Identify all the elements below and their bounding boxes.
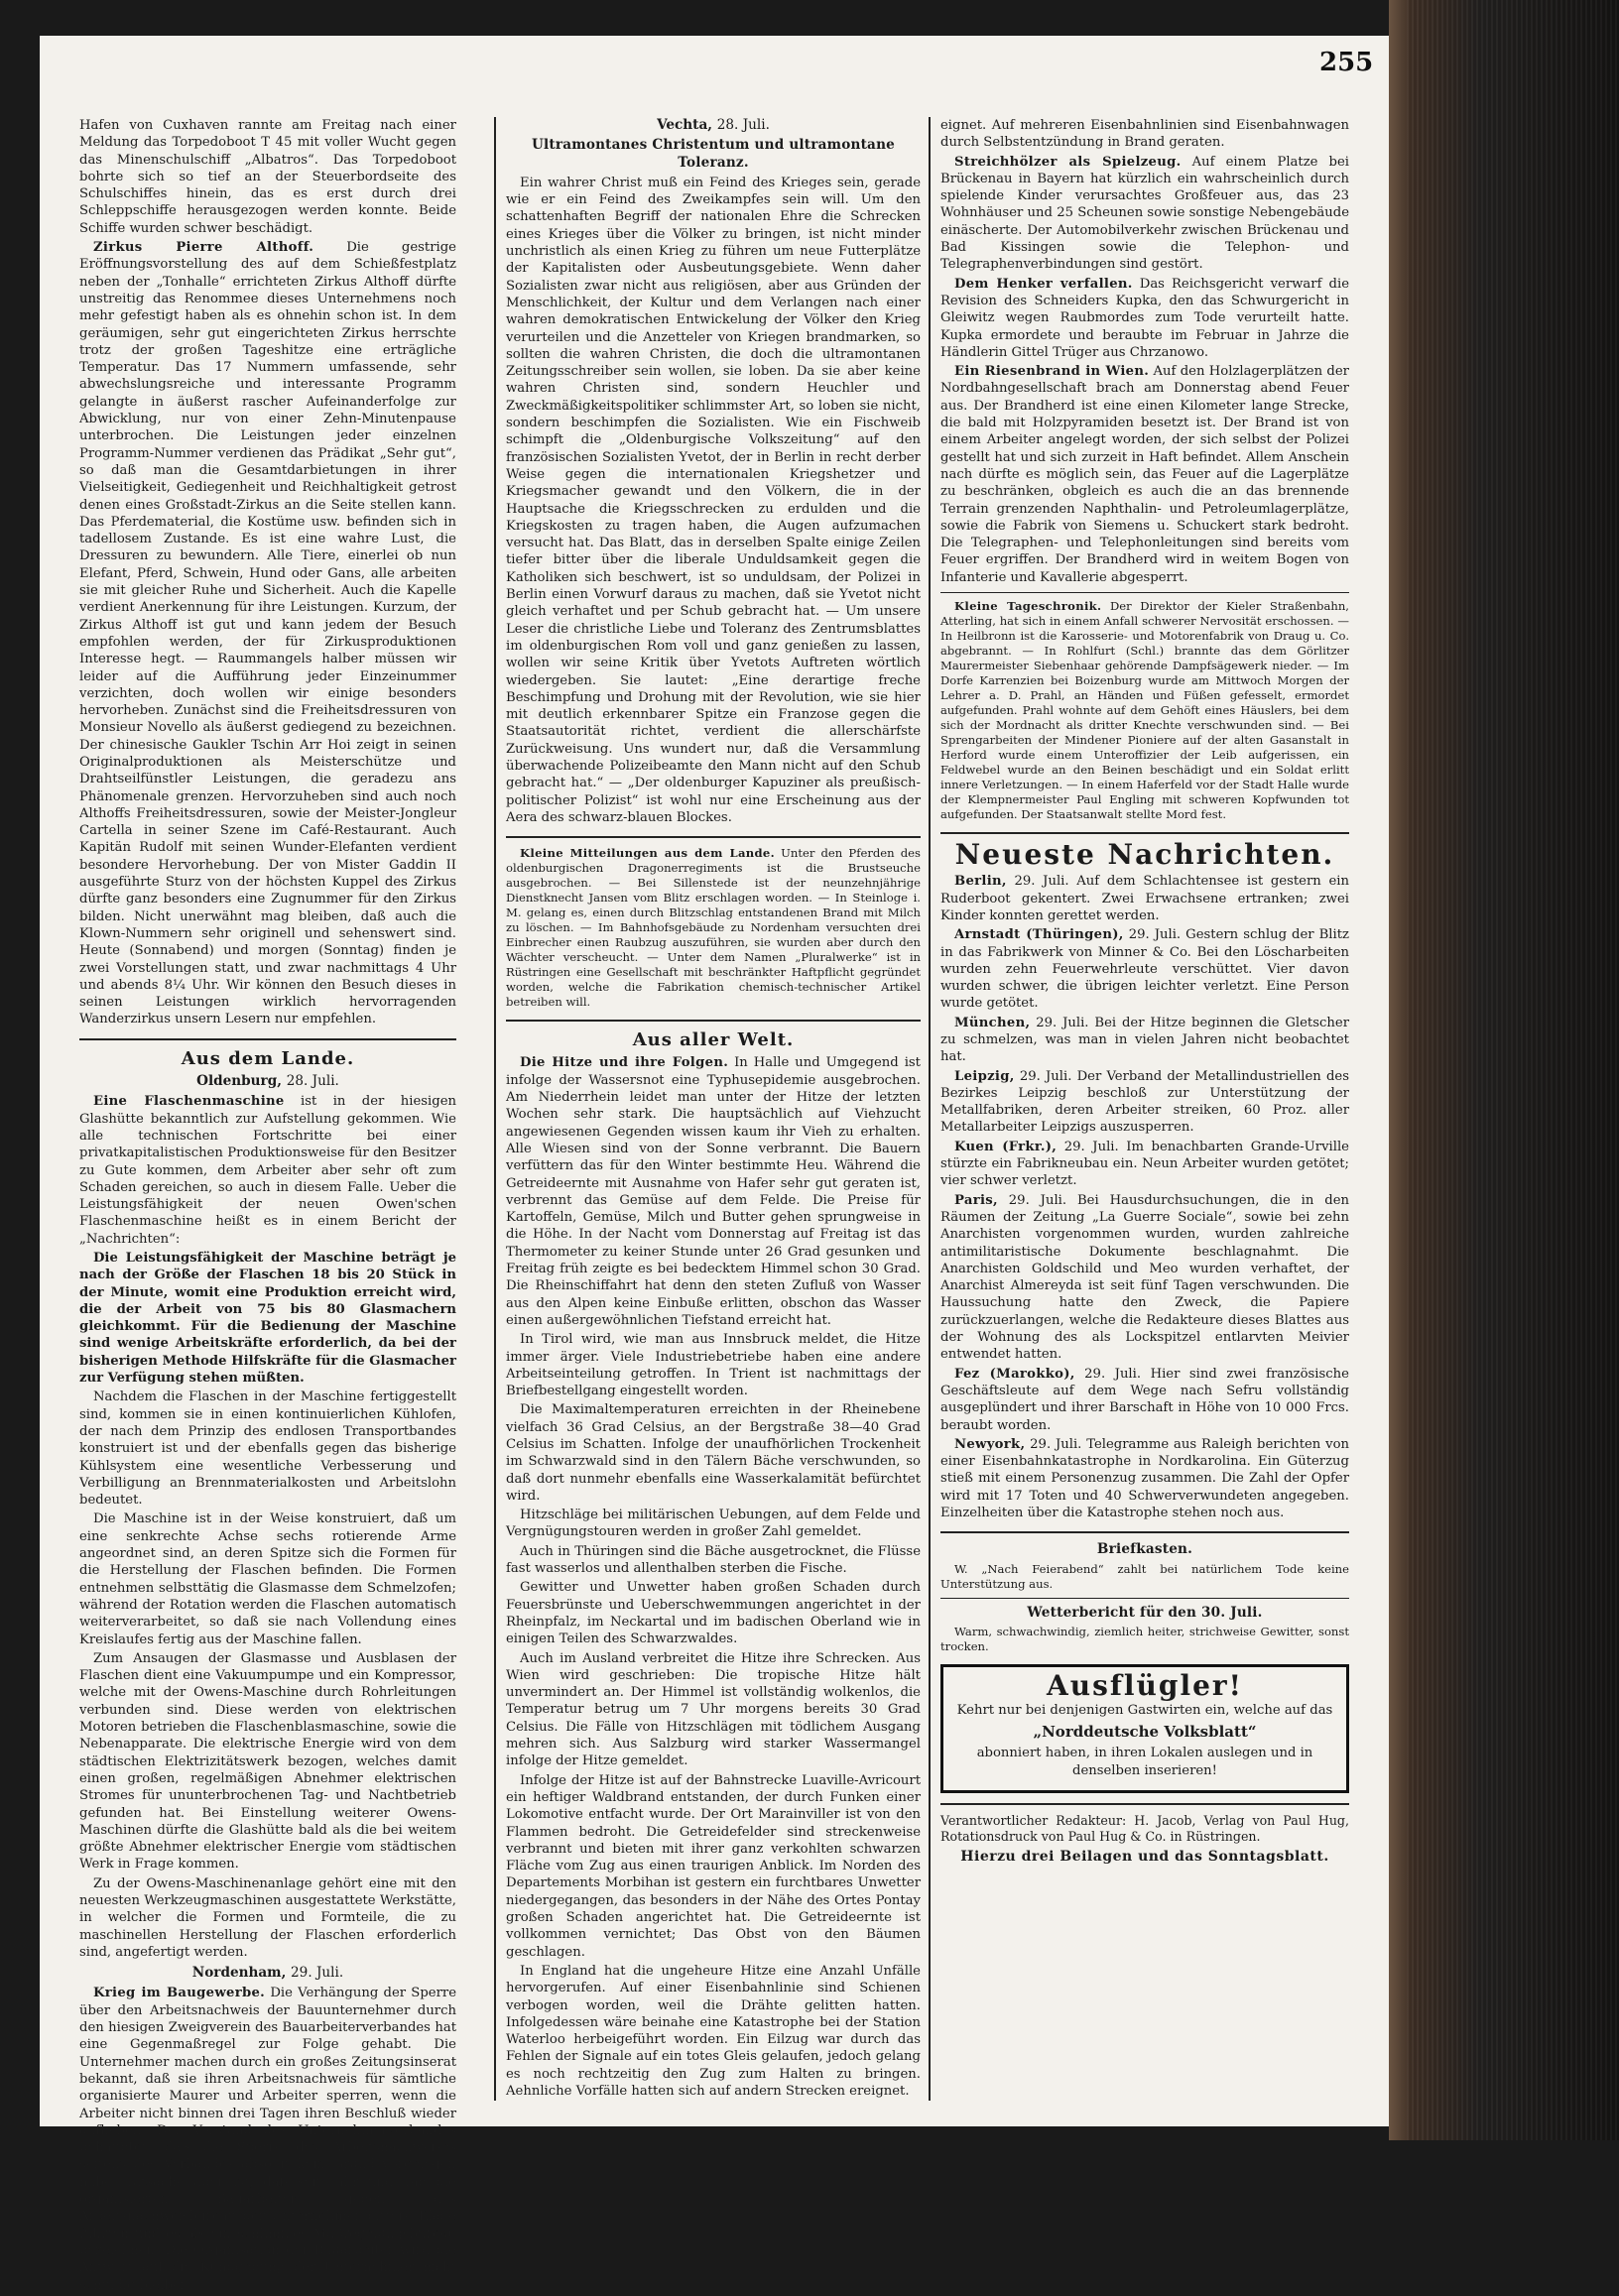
brand-body: Auf den Holzlagerplätzen der Nordbahngesellschaft brach am Donnerstag abend Feuer aus. Der Brandherd ist eine einen Kilometer lange Strecke, die bald mit Holzpyramiden besetzt ist. Der Brand ist von einem Arbeiter angelegt worden, der sich selbst der Polizei gestellt hat und sich zurzeit in Haft befindet. Allem Anschein nach dürfte es möglich sein, das Feuer auf die Lagerplätze zu beschränken, obgleich es auch die an das brennende Terrain grenzenden Naphthalin- und Petroleumlagerplätze, sowie die Fabrik von Siemens u. Schuckert stark bedroht. Die Telegraphen- und Telephonleitungen sind bereits vom Feuer ergriffen. Der Brandherd wird in weitem Bogen von Infanterie und Kavallerie abgesperrt. — [940, 364, 1349, 585]
article-zirkus — [79, 239, 456, 1028]
article-continued: eignet. Auf mehreren Eisenbahnlinien sind Eisenbahnwagen durch Selbstentzündung in Brand geraten. — [940, 118, 1349, 151]
flaschen-body: ist in der hiesigen Glashütte bekanntlich zur Aufstellung gekommen. Wie alle technischen Fortschritte bei einer privatkapitalistischen Produktionsweise für den Besitzer zu Gute kommen, dem Arbeiter aber sehr oft zum Schaden gereichen, so auch in diesem Falle. Ueber die Leistungsfähigkeit der neuen Owen'schen Flaschenmaschine heißt es in einem Bericht der „Nachrichten“: — [79, 1094, 456, 1247]
news-item — [940, 1139, 1349, 1190]
brand-heading: Ein Riesenbrand in Wien. — [954, 364, 1150, 380]
news-place: Arnstadt (Thüringen), — [954, 927, 1124, 943]
section-heading-welt: Aus aller Welt. — [632, 1029, 795, 1051]
rule — [940, 832, 1349, 834]
wetter-body: Warm, schwachwindig, ziemlich heiter, strichweise Gewitter, sonst trocken. — [940, 1624, 1349, 1653]
news-text: Auf dem Schlachtensee ist gestern ein Ruderboot gekentert. Zwei Erwachsene ertranken; zwei Kinder konnten gerettet werden. — [940, 874, 1349, 923]
article-streichhoelzer — [940, 154, 1349, 274]
ad-line-2: abonniert haben, in ihren Lokalen auslegen und in denselben inserieren! — [976, 1746, 1313, 1779]
news-date: 29. Juli. — [1128, 927, 1182, 943]
column-rule-right — [929, 117, 931, 2101]
dateline-date: 28. Juli. — [716, 117, 770, 133]
hitze-paragraph: In Tirol wird, wie man aus Innsbruck meldet, die Hitze immer ärger. Viele Industriebetriebe haben eine andere Arbeitseinteilung getroffen. In Trient ist nachmittags der Briefbestellgang eingestellt worden. — [506, 1332, 921, 1399]
news-date: 29. Juli. — [1084, 1366, 1142, 1382]
hitze-paragraph: Infolge der Hitze ist auf der Bahnstrecke Luaville-Avricourt ein heftiger Waldbrand entstanden, der durch Funken einer Lokomotive entfacht wurde. Der Ort Marainviller ist von den Flammen bedroht. Die Getreidefelder sind streckenweise verbrannt und bieten mit ihrer ganz verkohlten schwarzen Fläche vom Zug aus einen traurigen Anblick. Im Norden des Departements Morbihan ist gestern ein furchtbares Unwetter niedergegangen, das besonders in der Nähe des Ortes Pontay großen Schaden angerichtet hat. Die Getreideernte ist vollkommen vernichtet; Das Obst von den Bäumen geschlagen. — [506, 1772, 921, 1960]
news-item — [940, 1015, 1349, 1066]
kleine-body: Unter den Pferden des oldenburgischen Dragonerregiments ist die Brustseuche ausgebrochen. — Bei Sillenstede ist der neunzehnjährige Dienstknecht Jansen vom Blitz erschlagen worden. — In Steinloge i. M. gelang es, einen durch Blitzschlag entstandenen Brand mit Milch zu löschen. — Im Bahnhofsgebäude zu Nordenham versuchten drei Einbrecher einen Raubzug auszuführen, sie wurden aber durch den Wächter verscheucht. — Unter dem Namen „Pluralwerke“ ist in Rüstringen eine Gesellschaft mit beschränkter Haftpflicht gegründet worden, welche die Fabrikation chemisch-technischer Artikel betreiben will. — [506, 846, 921, 1010]
news-item — [940, 1068, 1349, 1137]
news-item — [940, 873, 1349, 924]
streich-heading: Streichhölzer als Spielzeug. — [954, 154, 1182, 170]
rule — [940, 1531, 1349, 1533]
news-date: 29. Juli. — [1030, 1436, 1082, 1452]
news-text: Hier sind zwei französische Geschäftsleute auf dem Wege nach Sefru vollständig ausgeplündert und ihrer Barschaft in Höhe von 10 000 Frcs. beraubt worden. — [940, 1366, 1349, 1433]
flaschen-quote-2: Nachdem die Flaschen in der Maschine fertiggestellt sind, kommen sie in einen kontinuierlichen Kühlofen, der nach dem Prinzip des endlosen Transportbandes konstruiert ist und der ebenfalls gegen das bisherige Kühlsystem eine wesentliche Verbesserung und Verbilligung an Brennmaterialkosten und Arbeitslohn bedeutet. — [79, 1390, 456, 1509]
news-place: Berlin, — [954, 874, 1007, 890]
news-place: Kuen (Frkr.), — [954, 1139, 1058, 1154]
dateline-place: Oldenburg, — [196, 1073, 282, 1090]
news-place: Leipzig, — [954, 1068, 1015, 1084]
imprint: Verantwortlicher Redakteur: H. Jacob, Verlag von Paul Hug, Rotationsdruck von Paul Hug & Co. in Rüstringen. — [940, 1813, 1349, 1845]
column-1 — [79, 117, 456, 2296]
article-riesenbrand — [940, 363, 1349, 586]
zirkus-body: Die gestrige Eröffnungsvorstellung des auf dem Schießfestplatz neben der „Tonhalle“ errichteten Zirkus Althoff dürfte unstreitig das Renommee dieses Unternehmens noch mehr gefestigt haben als es ohnehin schon ist. In dem geräumigen, sehr gut eingerichteten Zirkus herrschte trotz der großen Tageshitze eine erträgliche Temperatur. Das 17 Nummern umfassende, sehr abwechslungsreiche und interessante Programm gelangte in äußerst rascher Aufeinanderfolge zur Abwicklung, nur von einer Zehn-Minutenpause unterbrochen. Die Leistungen jeder einzelnen Programm-Nummer verdienen das Prädikat „Sehr gut“, so daß man die Gesamtdarbietungen in ihrer Vielseitigkeit, Gediegenheit und Reichhaltigkeit getrost denen eines Großstadt-Zirkus an die Seite stellen kann. Das Pferdematerial, die Kostüme usw. befinden sich in tadellosem Zustande. Es ist eine wahre Lust, die Dressuren zu bewundern. Alle Tiere, einerlei ob nun Elefant, Pferd, Schwein, Hund oder Gans, alle arbeiten sie mit gleicher Ruhe und Sicherheit. Auch die Kapelle verdient Anerkennung für ihre Leistungen. Kurzum, der Zirkus Althoff ist gut und kann jedem der Besuch empfohlen werden, der für Zirkusproduktionen Interesse hegt. — Raummangels halber müssen wir leider auf die Aufführung jeder Einzeinummer verzichten, doch wollen wir einige besonders hervorheben. Zunächst sind die Freiheitsdressuren von Monsieur Novello als äußerst gediegend zu bezeichnen. Der chinesische Gaukler Tschin Arr Hoi zeigt in seinen Originalproduktionen als Meisterschütze und Drahtseilfünstler Leistungen, die geradezu ans Phänomenale grenzen. Hervorzuheben sind auch noch Althoffs Freiheitsdressuren, sowie der Meister-Jongleur Cartella in seiner Szene im Café-Restaurant. Auch Kapitän Rudolf mit seinen Wunder-Elefanten verdient besondere Hervorhebung. Der von Mister Gaddin II ausgeführte Sturz von der höchsten Kuppel des Zirkus dürfte ganz besonders eine Zugnummer für den Zirkus bilden. Nicht unerwähnt mag bleiben, daß auch die Klown-Nummern sehr originell und sehenswert sind. Heute (Sonnabend) und morgen (Sonntag) finden je zwei Vorstellungen statt, und zwar nachmittags 4 Uhr und abends 8¼ Uhr. Wir können den Besuch dieses in seinen Leistungen wirklich hervorragenden Wanderzirkus unsern Lesern nur empfehlen. — [79, 240, 456, 1027]
hitze-paragraph: Auch in Thüringen sind die Bäche ausgetrocknet, die Flüsse fast wasserlos und allenthalben sterben die Fische. — [506, 1543, 921, 1577]
news-date: 29. Juli. — [1063, 1139, 1119, 1154]
flaschen-quote-3: Die Maschine ist in der Weise konstruiert, daß um eine senkrechte Achse sechs rotierende Arme angeordnet sind, an deren Spitze sich die Formen für die Herstellung der Flaschen befinden. Die Formen entnehmen selbsttätig die Glasmasse dem Schmelzofen; während der Rotation werden die Flaschen automatisch weiterverarbeitet, so daß sie nach Vollendung eines Kreislaufes fertig aus der Maschine fallen. — [79, 1511, 456, 1647]
news-text: Bei der Hitze beginnen die Gletscher zu schmelzen, was man in vielen Jahren nicht beobachtet hat. — [940, 1015, 1349, 1065]
flaschen-heading: Eine Flaschenmaschine — [93, 1094, 285, 1110]
dateline-vechta — [506, 117, 921, 134]
flaschen-quote-4: Zum Ansaugen der Glasmasse und Ausblasen der Flaschen dient eine Vakuumpumpe und ein Kompressor, welche mit der Owens-Maschine durch Rohrleitungen verbunden sind. Diese werden von elektrischen Motoren betrieben die Flaschenblasmaschine, sowie die Nebenapparate. Die elektrische Energie wird von dem städtischen Elektrizitätswerk bezogen, welches damit einen großen, regelmäßigen Abnehmer elektrischen Stromes für ununterbrochenen Tag- und Nachtbetrieb gefunden hat. Bei Einstellung weiterer Owens-Maschinen dürfte die Glashütte bald als die bei weitem größte Abnehmer elektrischer Energie vom städtischen Werk in Frage kommen. — [79, 1650, 456, 1873]
article-henker — [940, 276, 1349, 361]
flaschen-quote-1: Die Leistungsfähigkeit der Maschine beträgt je nach der Größe der Flaschen 18 bis 20 Stück in der Minute, womit eine Produktion erreicht wird, die der Arbeit von 75 bis 80 Glasmachern gleichkommt. Für die Bedienung der Maschine sind wenige Arbeitskräfte erforderlich, da bei der bisherigen Methode Hilfskräfte für die Glasmacher zur Verfügung stehen müßten. — [79, 1251, 456, 1387]
article-ultramontan: Ein wahrer Christ muß ein Feind des Krieges sein, gerade wie er ein Feind des Zweikampfes sein will. Um den schattenhaften Begriff der nationalen Ehre die Schrecken eines Krieges über die Völker zu bringen, ist nicht minder unchristlich als einen Krieg zu führen um neue Futterplätze der Kapitalisten oder Ausbeutungsgebiete. Wenn daher Sozialisten zwar nicht aus religiösen, aber aus Gründen der Menschlichkeit, der Kultur und dem Verlangen nach einer wahren demokratischen Entwickelung der Völker den Krieg verurteilen und die Anzetteler von Kriegen brandmarken, so sollten die wahren Christen, die doch die ultramontanen Zeitungsschreiber sein wollen, sie loben. Da sie aber keine wahren Christen sind, sondern Heuchler und Zweckmäßigkeitspolitiker schlimmster Art, so loben sie nicht, sondern beschimpfen die Sozialisten. Wie ein Fischweib schimpft die „Oldenburgische Volkszeitung“ auf den französischen Sozialisten Yvetot, der in Berlin in recht derber Weise gegen die internationalen Kriegshetzer und Kriegsmacher gewandt und den Völkern, die in der Hauptsache die Kriegsschrecken zu erdulden und die Kriegskosten zu tragen haben, die Augen aufzumachen versucht hat. Das Blatt, das in derselben Spalte einige Zeilen tiefer bitter über die liberale Unduldsamkeit gegen die Katholiken sich beschwert, ist so unduldsam, der Polizei in Berlin einen Vorwurf daraus zu machen, daß sie Yvetot nicht gleich verhaftet und per Schub gebracht hat. — Um unsere Leser die christliche Liebe und Toleranz des Zentrumsblattes im oldenburgischen Rom voll und ganz genießen zu lassen, wollen wir seine Kritik über Yvetots Auftreten wörtlich wiedergeben. Sie lautet: „Eine derartige freche Beschimpfung und Drohung mit der Revolution, wie sie hier mit deutlich erkennbarer Spitze ein Franzose gegen die Staatsautorität richtet, verdient die allerschärfste Zurückweisung. Uns wundert nur, daß die Versammlung überwachende Polizeibeamte den Mann nicht auf den Schub gebracht hat.“ — „Der oldenburger Kapuziner als preußisch-politischer Polizist“ ist wohl nur eine Erscheinung aus der Aera des schwarz-blauen Blockes. — [506, 175, 921, 825]
news-place: Fez (Marokko), — [954, 1366, 1075, 1382]
article-torpedo: Hafen von Cuxhaven rannte am Freitag nach einer Meldung das Torpedoboot T 45 mit voller Wucht gegen das Minenschulschiff „Albatros“. Das Torpedoboot bohrte sich so tief an der Steuerbordseite des Schulschiffes hinein, das es erst durch drei Schleppschiffe herausgezogen werden konnte. Beide Schiffe wurden schwer beschädigt. — [79, 118, 456, 236]
krieg-body: Die Verhängung der Sperre über den Arbeitsnachweis der Bauunternehmer durch den hiesigen Zweigverein des Bauarbeiterverbandes hat eine Gegenmaßregel zur Folge gehabt. Die Unternehmer machen durch ein großes Zeitungsinserat bekannt, daß sie ihren Arbeitsnachweis für sämtliche organisierte Maurer und Arbeiter sperren, wenn die Arbeiter nicht binnen drei Tagen ihren Beschluß wieder aufheben. Der Vorstand des Unternehmerverbandes behauptet, daß die Sperre des Arbeitsnachweises seitens des Verbandes absolut kein Grund vorgelegen habe. Tatsache aber ist, daß seit Jahr und Tag die organisierten Bauarbeiter gegen das Arbeitsnachweisbureau der Unternehmer bittere Klage führten und es als ein schlimmes Maßregelungsbureau bezeichnen. Die Organisation der Bauarbeiter wird die Antwort auf die Kundgebung der Unternehmer nicht schuldig bleiben. — [79, 1986, 456, 2293]
rule — [506, 1020, 921, 1022]
heading-ultramontan: Ultramontanes Christentum und ultramontane Toleranz. — [531, 137, 896, 171]
page-number: 255 — [1319, 48, 1374, 77]
briefkasten-body: W. „Nach Feierabend“ zahlt bei natürlichem Tode keine Unterstützung aus. — [940, 1561, 1349, 1591]
dateline-oldenburg — [79, 1073, 456, 1090]
news-place: Newyork, — [954, 1436, 1026, 1452]
henker-body: Das Reichsgericht verwarf die Revision des Schneiders Kupka, den das Schwurgericht in Gleiwitz wegen Raubmordes zum Tode verurteilt hatte. Kupka ermordete und beraubte im Februar in Jahrze die Händlerin Gittel Trüger aus Chrzanowo. — [940, 276, 1349, 360]
dateline-nordenham — [79, 1965, 456, 1982]
hitze-paragraph: In England hat die ungeheure Hitze eine Anzahl Unfälle hervorgerufen. Auf einer Eisenbahnlinie sind Schienen verbogen worden, weil die Drähte gelitten hatten. Infolgedessen wäre beinahe eine Katastrophe bei der Station Waterloo herbeigeführt worden. Ein Eilzug war durch das Fehlen der Signale auf ein totes Gleis gelaufen, jedoch gelang es noch rechtzeitig den Zug zum Halten zu bringen. Aehnliche Vorfälle hatten sich auf andern Strecken ereignet. — [506, 1963, 921, 2099]
news-place: München, — [954, 1015, 1031, 1030]
flaschen-quote-5: Zu der Owens-Maschinenanlage gehört eine mit den neuesten Werkzeugmaschinen ausgestattete Werkstätte, in welcher die Formen und Formteile, die zu maschinellen Herstellung der Flaschen erforderlich sind, angefertigt werden. — [79, 1875, 456, 1960]
column-3 — [940, 117, 1349, 1867]
ad-newspaper-name: „Norddeutsche Volksblatt“ — [1033, 1723, 1257, 1742]
ad-line-1: Kehrt nur bei denjenigen Gastwirten ein, welche auf das — [956, 1703, 1333, 1719]
news-date: 29. Juli. — [1036, 1015, 1089, 1030]
hitze-paragraph: Die Maximaltemperaturen erreichten in der Rheinebene vielfach 36 Grad Celsius, an der Bergstraße 38—40 Grad Celsius im Schatten. Infolge der unaufhörlichen Trockenheit im Schwarzwald sind in den Tälern Bäche verschwunden, so daß dort nunmehr ebenfalls eine Wasserkalamität befürchtet wird. — [506, 1402, 921, 1504]
rule — [940, 592, 1349, 593]
kleine-heading: Kleine Mitteilungen aus dem Lande. — [520, 846, 775, 861]
dateline-place: Nordenham, — [191, 1965, 287, 1982]
streich-body: Auf einem Platze bei Brückenau in Bayern hat kürzlich ein wahrscheinlich durch spielende Kinder verursachtes Großfeuer aus, das 23 Wohnhäuser und 25 Scheunen sowie sonstige Nebengebäude einäscherte. Der Automobilverkehr zwischen Brückenau und Bad Kissingen sowie die Telephon- und Telegraphenverbindungen sind gestört. — [940, 154, 1349, 273]
news-text: Bei Hausdurchsuchungen, die in den Räumen der Zeitung „La Guerre Sociale“, sowie bei zehn Anarchisten vorgenommen wurden, wurden zahlreiche antimilitaristische Dokumente beschlagnahmt. Die Anarchisten Goldschild und Meo wurden verhaftet, der Anarchist Almereyda ist seit fünf Tagen verschwunden. Die Haussuchung hatte den Zweck, die Papiere zurückzuerlangen, welche die Redakteure dieses Blattes aus der Wohnung des als Lockspitzel entlarvten Meivier entwendet hatten. — [940, 1192, 1349, 1363]
news-text: Der Verband der Metallindustriellen des Bezirkes Leipzig beschloß zur Unterstützung der Metallfabriken, deren Arbeiter streiken, 60 Proz. aller Metallarbeiter Leipzigs auszusperren. — [940, 1068, 1349, 1136]
dateline-date: 29. Juli. — [291, 1965, 344, 1982]
dateline-place: Vechta, — [657, 117, 713, 133]
article-krieg — [79, 1985, 456, 2293]
henker-heading: Dem Henker verfallen. — [954, 276, 1133, 292]
rule — [79, 1038, 456, 1040]
tages-body: Der Direktor der Kieler Straßenbahn, Atterling, hat sich in einem Anfall schwerer Nervosität erschossen. — In Heilbronn ist die Karosserie- und Motorenfabrik von Draug u. Co. abgebrannt. — In Rohlfurt (Schl.) brannte das dem Görlitzer Maurermeister Siebenhaar gehörende Dampfsägewerk nieder. — Im Dorfe Karrenzien bei Boizenburg wurde am Mittwoch Morgen der Lehrer a. D. Prahl, an Händen und Füßen gefesselt, ermordet aufgefunden. Prahl wohnte auf dem Gehöft eines Häuslers, bei dem sich der Mordnacht als dritter Knechte verschwunden sind. — Bei Sprengarbeiten der Mindener Pioniere auf der alten Gasanstalt in Herford wurde einem Unteroffizier der Leib aufgerissen, ein Feldwebel wurde an den Beinen beschädigt und ein Soldat erlitt innere Verletzungen. — In einem Haferfeld vor der Stadt Halle wurde der Klempnermeister Paul Engling mit schweren Kopfwunden tot aufgefunden. Der Staatsanwalt stellte Mord fest. — [940, 599, 1349, 822]
news-text: Im benachbarten Grande-Urville stürzte ein Fabrikneubau ein. Neun Arbeiter wurden getötet; vier schwer verletzt. — [940, 1139, 1349, 1189]
news-item — [940, 1366, 1349, 1434]
krieg-heading: Krieg im Baugewerbe. — [93, 1986, 266, 2001]
dateline-date: 28. Juli. — [286, 1073, 339, 1090]
rule — [506, 836, 921, 838]
news-item — [940, 1436, 1349, 1521]
supplements-notice: Hierzu drei Beilagen und das Sonntagsblatt. — [960, 1849, 1329, 1866]
hitze-paragraph: Auch im Ausland verbreitet die Hitze ihre Schrecken. Aus Wien wird geschrieben: Die tropische Hitze hält unvermindert an. Der Himmel ist vollständig wolkenlos, die Temperatur betrug um 7 Uhr morgens bereits 30 Grad Celsius. Die Fälle von Hitzschlägen mit tödlichem Ausgang mehren sich. Aus Salzburg wird starker Wassermangel infolge der Hitze gemeldet. — [506, 1650, 921, 1769]
heading-briefkasten: Briefkasten. — [1096, 1541, 1193, 1558]
news-item — [940, 926, 1349, 1012]
ad-title: Ausflügler! — [1047, 1668, 1243, 1702]
rule — [940, 1803, 1349, 1805]
hitze-body: In Halle und Umgegend ist infolge der Wassersnot eine Typhusepidemie ausgebrochen. Am Niederrhein leidet man unter der Hitze der letzten Wochen sehr stark. Die hauptsächlich auf Viehzucht angewiesenen Gegenden wissen kaum ihr Vieh zu erhalten. Alle Wiesen sind von der Sonne verbrannt. Die Bauern verfüttern das für den Winter bestimmte Heu. Während die Getreideernte mit Ausnahme von Hafer sehr gut geraten ist, verbrennt das Gemüse auf dem Felde. Die Preise für Kartoffeln, Gemüse, Milch und Butter gehen sprungweise in die Höhe. In der Nacht vom Donnerstag auf Freitag ist das Thermometer zu keiner Stunde unter 26 Grad gesunken und Freitag früh zeigte es bei bedecktem Himmel schon 30 Grad. Die Rheinschiffahrt hat denn den steten Zufluß von Wasser aus den Alpen keine Einbuße erlitten, obschon das Wasser einen außergewöhnlichen Tiefstand erreicht hat. — [506, 1055, 921, 1328]
article-flaschen — [79, 1093, 456, 1248]
article-kleine-mitteilungen — [506, 846, 921, 1010]
advertisement-box — [940, 1664, 1349, 1794]
news-date: 29. Juli. — [1019, 1068, 1072, 1084]
news-place: Paris, — [954, 1192, 998, 1208]
news-text: Telegramme aus Raleigh berichten von einer Eisenbahnkatastrophe in Nordkarolina. Ein Güterzug stieß mit einem Personenzug zusammen. Die Zahl der Opfer wird mit 17 Toten und 40 Schwerverwundeten angegeben. Einzelheiten über die Katastrophe stehen noch aus. — [940, 1436, 1350, 1520]
hitze-paragraph: Gewitter und Unwetter haben großen Schaden durch Feuersbrünste und Ueberschwemmungen angerichtet in der Rheinpfalz, im Neckartal und im badischen Oberland wie in einigen Teilen des Schwarzwaldes. — [506, 1580, 921, 1647]
zirkus-heading: Zirkus Pierre Althoff. — [93, 240, 314, 256]
hitze-paragraph: Hitzschläge bei militärischen Uebungen, auf dem Felde und Vergnügungstouren werden in großer Zahl gemeldet. — [506, 1508, 921, 1540]
rule — [940, 1598, 1349, 1599]
column-rule-left — [494, 117, 496, 2101]
news-list — [940, 873, 1349, 1521]
spine-texture — [1407, 0, 1619, 2140]
newspaper-page — [40, 36, 1389, 2293]
hitze-heading: Die Hitze und ihre Folgen. — [520, 1055, 729, 1071]
heading-wetter: Wetterbericht für den 30. Juli. — [1027, 1604, 1263, 1621]
column-2 — [506, 117, 921, 2102]
section-heading-neueste: Neueste Nachrichten. — [954, 838, 1335, 872]
article-hitze — [506, 1054, 921, 1329]
article-tageschronik — [940, 599, 1349, 822]
book-spine — [1389, 0, 1619, 2140]
news-text: Gestern schlug der Blitz in das Fabrikwerk von Minner & Co. Bei den Löscharbeiten wurden zehn Feuerwehrleute verschüttet. Vier davon wurden schwer, die übrigen leichter verletzt. Eine Person wurde getötet. — [940, 927, 1349, 1012]
tages-heading: Kleine Tageschronik. — [954, 599, 1102, 614]
section-heading-lande: Aus dem Lande. — [181, 1047, 355, 1069]
news-date: 29. Juli. — [1014, 874, 1069, 890]
news-date: 29. Juli. — [1008, 1192, 1067, 1208]
news-item — [940, 1192, 1349, 1364]
